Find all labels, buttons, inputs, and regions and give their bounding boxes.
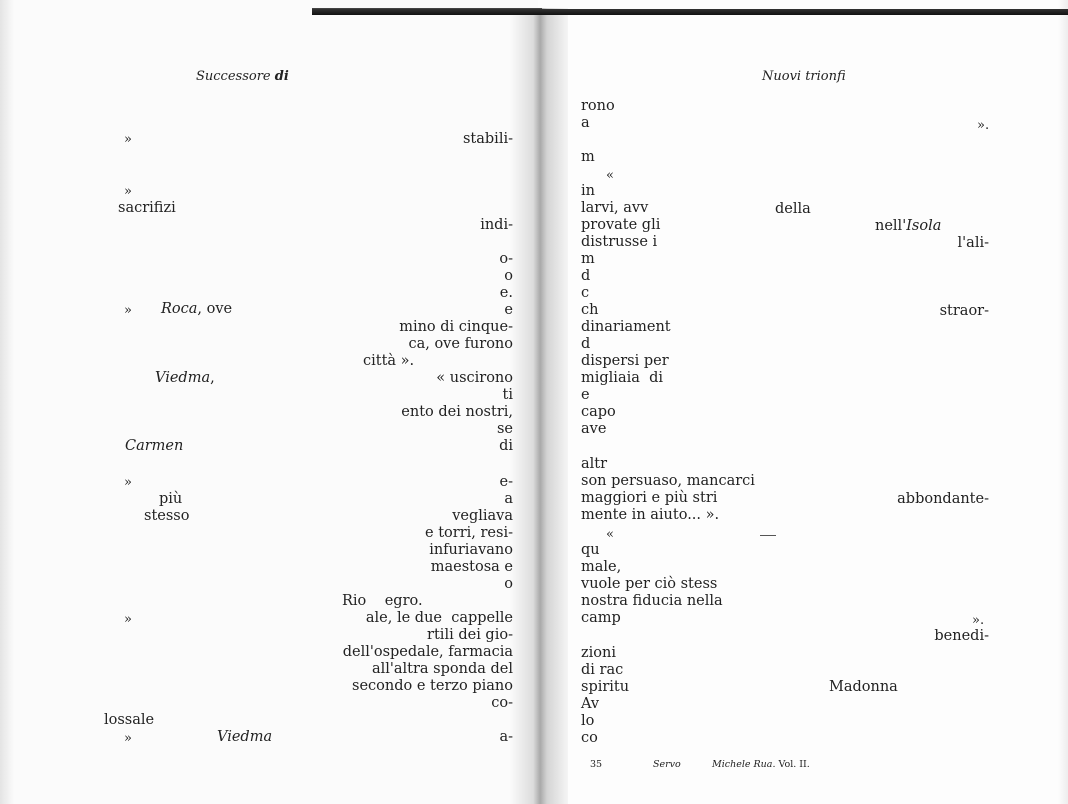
text-fragment: male, <box>581 559 622 575</box>
text-fragment: e- <box>499 474 513 490</box>
text-fragment: camp <box>581 610 621 626</box>
text-fragment: a <box>504 491 513 507</box>
text-fragment: distrusse i <box>581 234 658 250</box>
text-fragment: dinariament <box>581 319 671 335</box>
text-fragment: maestosa e <box>430 559 513 575</box>
text-fragment: ti <box>502 387 513 403</box>
em-dash <box>760 535 776 536</box>
text-fragment: ave <box>581 421 607 437</box>
text-fragment: larvi, avv <box>581 200 649 216</box>
text-fragment: lossale <box>104 712 155 728</box>
text-fragment: migliaia di <box>581 370 664 386</box>
text-fragment: rono <box>581 98 615 114</box>
text-fragment: d <box>581 268 591 284</box>
text-fragment: Madonna <box>829 679 898 695</box>
text-fragment: » <box>124 303 132 318</box>
text-fragment: e <box>581 387 590 403</box>
text-fragment: sacrifizi <box>118 200 176 216</box>
footer-author: Michele Rua. Vol. II. <box>712 759 810 770</box>
text-fragment: e torri, resi- <box>425 525 513 541</box>
text-fragment: « uscirono <box>436 370 513 386</box>
text-fragment: o <box>504 576 513 592</box>
text-fragment: capo <box>581 404 616 420</box>
text-fragment: più <box>159 491 183 507</box>
text-fragment: Av <box>581 696 600 712</box>
text-fragment: » <box>124 132 132 147</box>
text-fragment: altr <box>581 456 608 472</box>
text-fragment: ». <box>972 613 985 628</box>
text-fragment: a- <box>499 729 513 745</box>
text-fragment: all'altra sponda del <box>371 661 513 677</box>
text-fragment: benedi- <box>934 628 989 644</box>
book-gutter <box>510 8 568 804</box>
top-rule <box>312 9 1068 15</box>
text-fragment: e. <box>499 285 513 301</box>
text-fragment: vuole per ciò stess <box>581 576 718 592</box>
text-fragment: e <box>504 302 513 318</box>
text-fragment: » <box>124 731 132 746</box>
text-fragment: Rio egro. <box>342 593 423 609</box>
text-fragment: ento dei nostri, <box>401 404 513 420</box>
text-fragment: « <box>606 527 614 542</box>
text-fragment: a <box>581 115 590 131</box>
running-header-right: Nuovi trionfi <box>762 69 846 84</box>
text-fragment: mente in aiuto... ». <box>581 507 720 523</box>
text-fragment: provate gli <box>581 217 661 233</box>
text-fragment: maggiori e più stri <box>581 490 718 506</box>
text-fragment: stesso <box>144 508 190 524</box>
text-fragment: » <box>124 184 132 199</box>
text-fragment: vegliava <box>452 508 513 524</box>
text-fragment: m <box>581 149 595 165</box>
text-fragment: stabili- <box>462 131 513 147</box>
text-fragment: co- <box>491 695 513 711</box>
text-fragment: Viedma <box>217 729 273 745</box>
text-fragment: città ». <box>363 353 415 369</box>
text-fragment: abbondante- <box>897 491 989 507</box>
text-fragment: lo <box>581 713 595 729</box>
text-fragment: se <box>496 421 513 437</box>
text-fragment: » <box>124 612 132 627</box>
text-fragment: dispersi per <box>581 353 669 369</box>
text-fragment: Roca, ove <box>161 301 233 317</box>
text-fragment: della <box>775 201 811 217</box>
text-fragment: mino di cinque- <box>399 319 513 335</box>
text-fragment: nostra fiducia nella <box>581 593 723 609</box>
text-fragment: « <box>606 168 614 183</box>
text-fragment: co <box>581 730 598 746</box>
text-fragment: ale, le due cappelle <box>365 610 513 626</box>
text-fragment: di rac <box>581 662 624 678</box>
text-fragment: zioni <box>581 645 616 661</box>
text-fragment: nell'Isola <box>875 218 942 234</box>
text-fragment: » <box>124 475 132 490</box>
text-fragment: ca, ove furono <box>408 336 513 352</box>
text-fragment: indi- <box>480 217 513 233</box>
text-fragment: l'ali- <box>957 235 989 251</box>
text-fragment: m <box>581 251 595 267</box>
text-fragment: o <box>504 268 513 284</box>
text-fragment: qu <box>581 542 600 558</box>
text-fragment: son persuaso, mancarci <box>581 473 755 489</box>
text-fragment: in <box>581 183 595 199</box>
text-fragment: Carmen <box>125 438 184 454</box>
text-fragment: rtili dei gio- <box>427 627 513 643</box>
running-header-left: Successore di <box>196 69 289 84</box>
page-edge-shadow <box>1058 0 1068 804</box>
text-fragment: o- <box>499 251 513 267</box>
page-number: 35 <box>590 759 603 770</box>
text-fragment: infuriavano <box>429 542 513 558</box>
text-fragment: di <box>499 438 513 454</box>
text-fragment: ch <box>581 302 599 318</box>
text-fragment: straor- <box>939 303 989 319</box>
page-edge-shadow <box>0 0 14 804</box>
text-fragment: Viedma, <box>155 370 215 386</box>
text-fragment: secondo e terzo piano <box>352 678 513 694</box>
text-fragment: d <box>581 336 591 352</box>
text-fragment: spiritu <box>581 679 630 695</box>
text-fragment: ». <box>977 118 990 133</box>
text-fragment: dell'ospedale, farmacia <box>342 644 513 660</box>
footer-title: Servo <box>653 759 681 770</box>
text-fragment: c <box>581 285 590 301</box>
